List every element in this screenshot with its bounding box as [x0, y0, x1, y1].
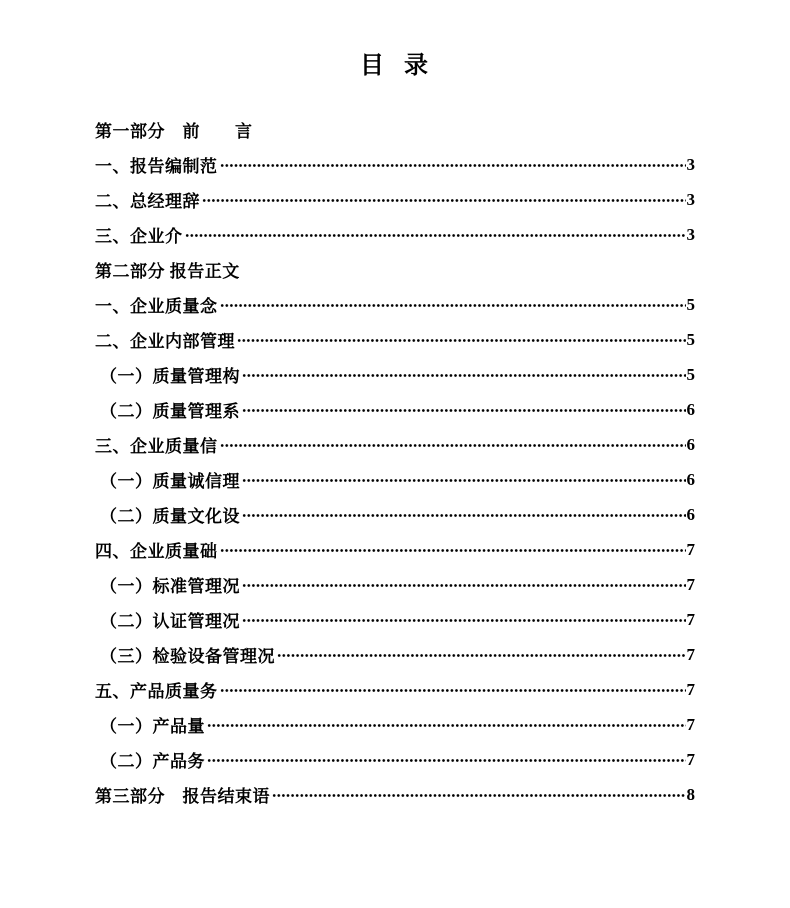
- toc-entry[interactable]: [95, 392, 695, 427]
- toc-entry[interactable]: [95, 672, 695, 707]
- toc-entry-label: 三、企业介: [95, 227, 183, 246]
- toc-entry-label: （二）产品务: [100, 752, 205, 771]
- toc-entry-label: 三、企业质量信: [95, 437, 218, 456]
- page-title: 目 录: [360, 53, 430, 79]
- toc-leader-dots: [220, 547, 686, 554]
- toc-entry-label: 二、企业内部管理: [95, 332, 235, 351]
- toc-entry-label: （二）质量管理系: [100, 402, 240, 421]
- toc-leader-dots: [202, 197, 686, 204]
- toc-leader-dots: [242, 477, 686, 484]
- toc-page-number: 6: [686, 469, 695, 489]
- toc-entry-label: 二、总经理辞: [95, 192, 200, 211]
- toc-entry[interactable]: [95, 252, 695, 287]
- toc-entry-label: （三）检验设备管理况: [100, 647, 275, 666]
- toc-page-number: 6: [686, 399, 695, 419]
- toc-page-number: 7: [686, 679, 695, 699]
- toc-entry[interactable]: [95, 287, 695, 322]
- toc-entry[interactable]: [95, 357, 695, 392]
- toc-page-number: 5: [686, 294, 695, 314]
- toc-page-number: 7: [686, 644, 695, 664]
- toc-leader-dots: [207, 722, 686, 729]
- toc-entry-label: 第二部分 报告正文: [95, 262, 240, 281]
- toc-entry[interactable]: [95, 637, 695, 672]
- toc-leader-dots: [242, 617, 686, 624]
- toc-entry[interactable]: [95, 707, 695, 742]
- toc-entry[interactable]: [95, 322, 695, 357]
- toc-entry-label: （二）质量文化设: [100, 507, 240, 526]
- toc-entry-label: （一）质量诚信理: [100, 472, 240, 491]
- toc-page-number: 7: [686, 609, 695, 629]
- toc-entry[interactable]: [95, 462, 695, 497]
- toc-page-number: 6: [686, 504, 695, 524]
- toc-leader-dots: [207, 757, 686, 764]
- toc-leader-dots: [220, 162, 686, 169]
- toc-page-number: 7: [686, 574, 695, 594]
- toc-entry-label: 第三部分 报告结束语: [95, 787, 270, 806]
- toc-entry[interactable]: [95, 217, 695, 252]
- toc-entry-label: 一、报告编制范: [95, 157, 218, 176]
- toc-page-number: 7: [686, 714, 695, 734]
- toc-leader-dots: [242, 512, 686, 519]
- toc-page-number: 7: [686, 539, 695, 559]
- toc-entry[interactable]: [95, 602, 695, 637]
- toc-leader-dots: [220, 442, 686, 449]
- toc-leader-dots: [272, 792, 686, 799]
- toc-leader-dots: [220, 687, 686, 694]
- toc-leader-dots: [242, 582, 686, 589]
- toc-entry-label: （一）质量管理构: [100, 367, 240, 386]
- toc-entry[interactable]: [95, 497, 695, 532]
- toc-entry[interactable]: [95, 427, 695, 462]
- toc-entry-label: 五、产品质量务: [95, 682, 218, 701]
- toc-page-number: 3: [686, 224, 695, 244]
- toc-entry-label: 一、企业质量念: [95, 297, 218, 316]
- toc-entry[interactable]: [95, 742, 695, 777]
- toc-entry-label: 第一部分 前 言: [95, 122, 253, 141]
- toc-leader-dots: [185, 232, 686, 239]
- toc-page-number: 5: [686, 329, 695, 349]
- toc-leader-dots: [242, 407, 686, 414]
- toc-entry[interactable]: [95, 182, 695, 217]
- toc-entry-label: 四、企业质量础: [95, 542, 218, 561]
- toc-entry[interactable]: [95, 532, 695, 567]
- toc-entry-label: （一）产品量: [100, 717, 205, 736]
- toc-entry[interactable]: [95, 147, 695, 182]
- toc-page-number: 3: [686, 154, 695, 174]
- table-of-contents: [95, 112, 695, 812]
- toc-entry-label: （二）认证管理况: [100, 612, 240, 631]
- toc-entry[interactable]: [95, 777, 695, 812]
- toc-page-number: 6: [686, 434, 695, 454]
- toc-entry[interactable]: [95, 567, 695, 602]
- toc-entry[interactable]: [95, 112, 695, 147]
- toc-entry-label: （一）标准管理况: [100, 577, 240, 596]
- toc-leader-dots: [237, 337, 686, 344]
- toc-page-number: 3: [686, 189, 695, 209]
- toc-leader-dots: [277, 652, 686, 659]
- toc-leader-dots: [242, 372, 686, 379]
- toc-page-number: 8: [686, 784, 695, 804]
- toc-page-number: 5: [686, 364, 695, 384]
- toc-page-number: 7: [686, 749, 695, 769]
- toc-leader-dots: [220, 302, 686, 309]
